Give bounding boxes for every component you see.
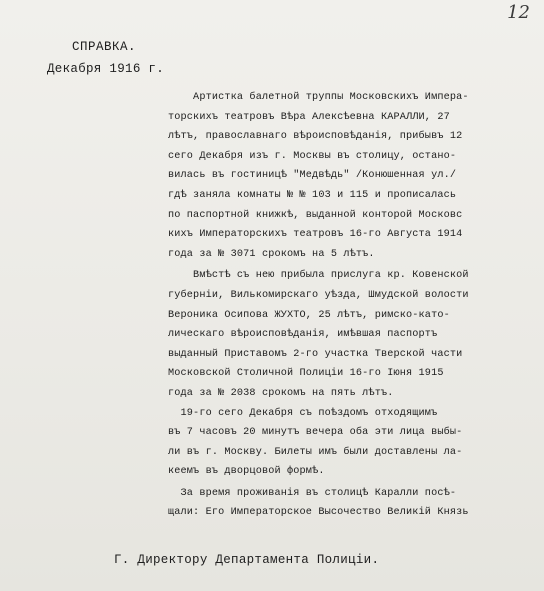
text-line: по паспортной книжкѣ, выданной конторой Московс xyxy=(168,209,463,221)
text-line: кихъ Императорскихъ театровъ 16-го Августа 1914 xyxy=(168,229,463,241)
text-line: года за № 2038 срокомъ на пять лѣтъ. xyxy=(168,387,394,399)
text-line: выданный Приставомъ 2-го участка Тверской части xyxy=(168,348,463,360)
text-line: губерніи, Вилькомирскаго уѣзда, Шмудской волости xyxy=(168,289,469,301)
text-line: ли въ г. Москву. Билеты имъ были доставлены ла- xyxy=(168,446,463,458)
text-line: щали: Его Императорское Высочество Великій Князь xyxy=(168,507,469,519)
page-number: 12 xyxy=(507,2,530,23)
addressee-line: Г. Директору Департамента Полиціи. xyxy=(114,553,380,567)
text-line: торскихъ театровъ Вѣра Алексѣевна КАРАЛЛИ, 27 xyxy=(168,111,450,123)
paragraph-4 xyxy=(168,484,540,523)
text-line: 19-го сего Декабря съ поѣздомъ отходящимъ xyxy=(168,407,438,419)
text-line: Артистка балетной труппы Московскихъ Импера- xyxy=(168,92,469,103)
paragraph-3 xyxy=(168,404,540,482)
text-line: Вероника Осипова ЖУХТО, 25 лѣтъ, римско-като- xyxy=(168,309,450,321)
text-line: въ 7 часовъ 20 минутъ вечера оба эти лица выбы- xyxy=(168,427,463,439)
text-line: Московской Столичной Полиціи 16-го Іюня 1915 xyxy=(168,368,444,380)
document-heading: СПРАВКА. xyxy=(72,40,137,54)
document-body xyxy=(168,88,540,523)
text-line: За время проживанія въ столицѣ Каралли посѣ- xyxy=(168,487,457,499)
text-line: лѣтъ, православнаго вѣроисповѣданія, прибывъ 12 xyxy=(168,131,463,143)
text-line: Вмѣстѣ съ нею прибыла прислуга кр. Ковенской xyxy=(168,270,469,282)
text-line: кеемъ въ дворцовой формѣ. xyxy=(168,466,325,478)
text-line: вилась въ гостиницѣ "Медвѣдь" /Конюшенная ул./ xyxy=(168,170,457,182)
text-line: года за № 3071 срокомъ на 5 лѣтъ. xyxy=(168,248,375,260)
paragraph-1 xyxy=(168,88,540,264)
paragraph-2 xyxy=(168,266,540,403)
text-line: лическаго вѣроисповѣданія, имѣвшая паспортъ xyxy=(168,329,438,341)
document-date: Декабря 1916 г. xyxy=(47,62,165,76)
text-line: гдѣ заняла комнаты № № 103 и 115 и прописалась xyxy=(168,189,457,201)
text-line: сего Декабря изъ г. Москвы въ столицу, остано- xyxy=(168,150,457,162)
